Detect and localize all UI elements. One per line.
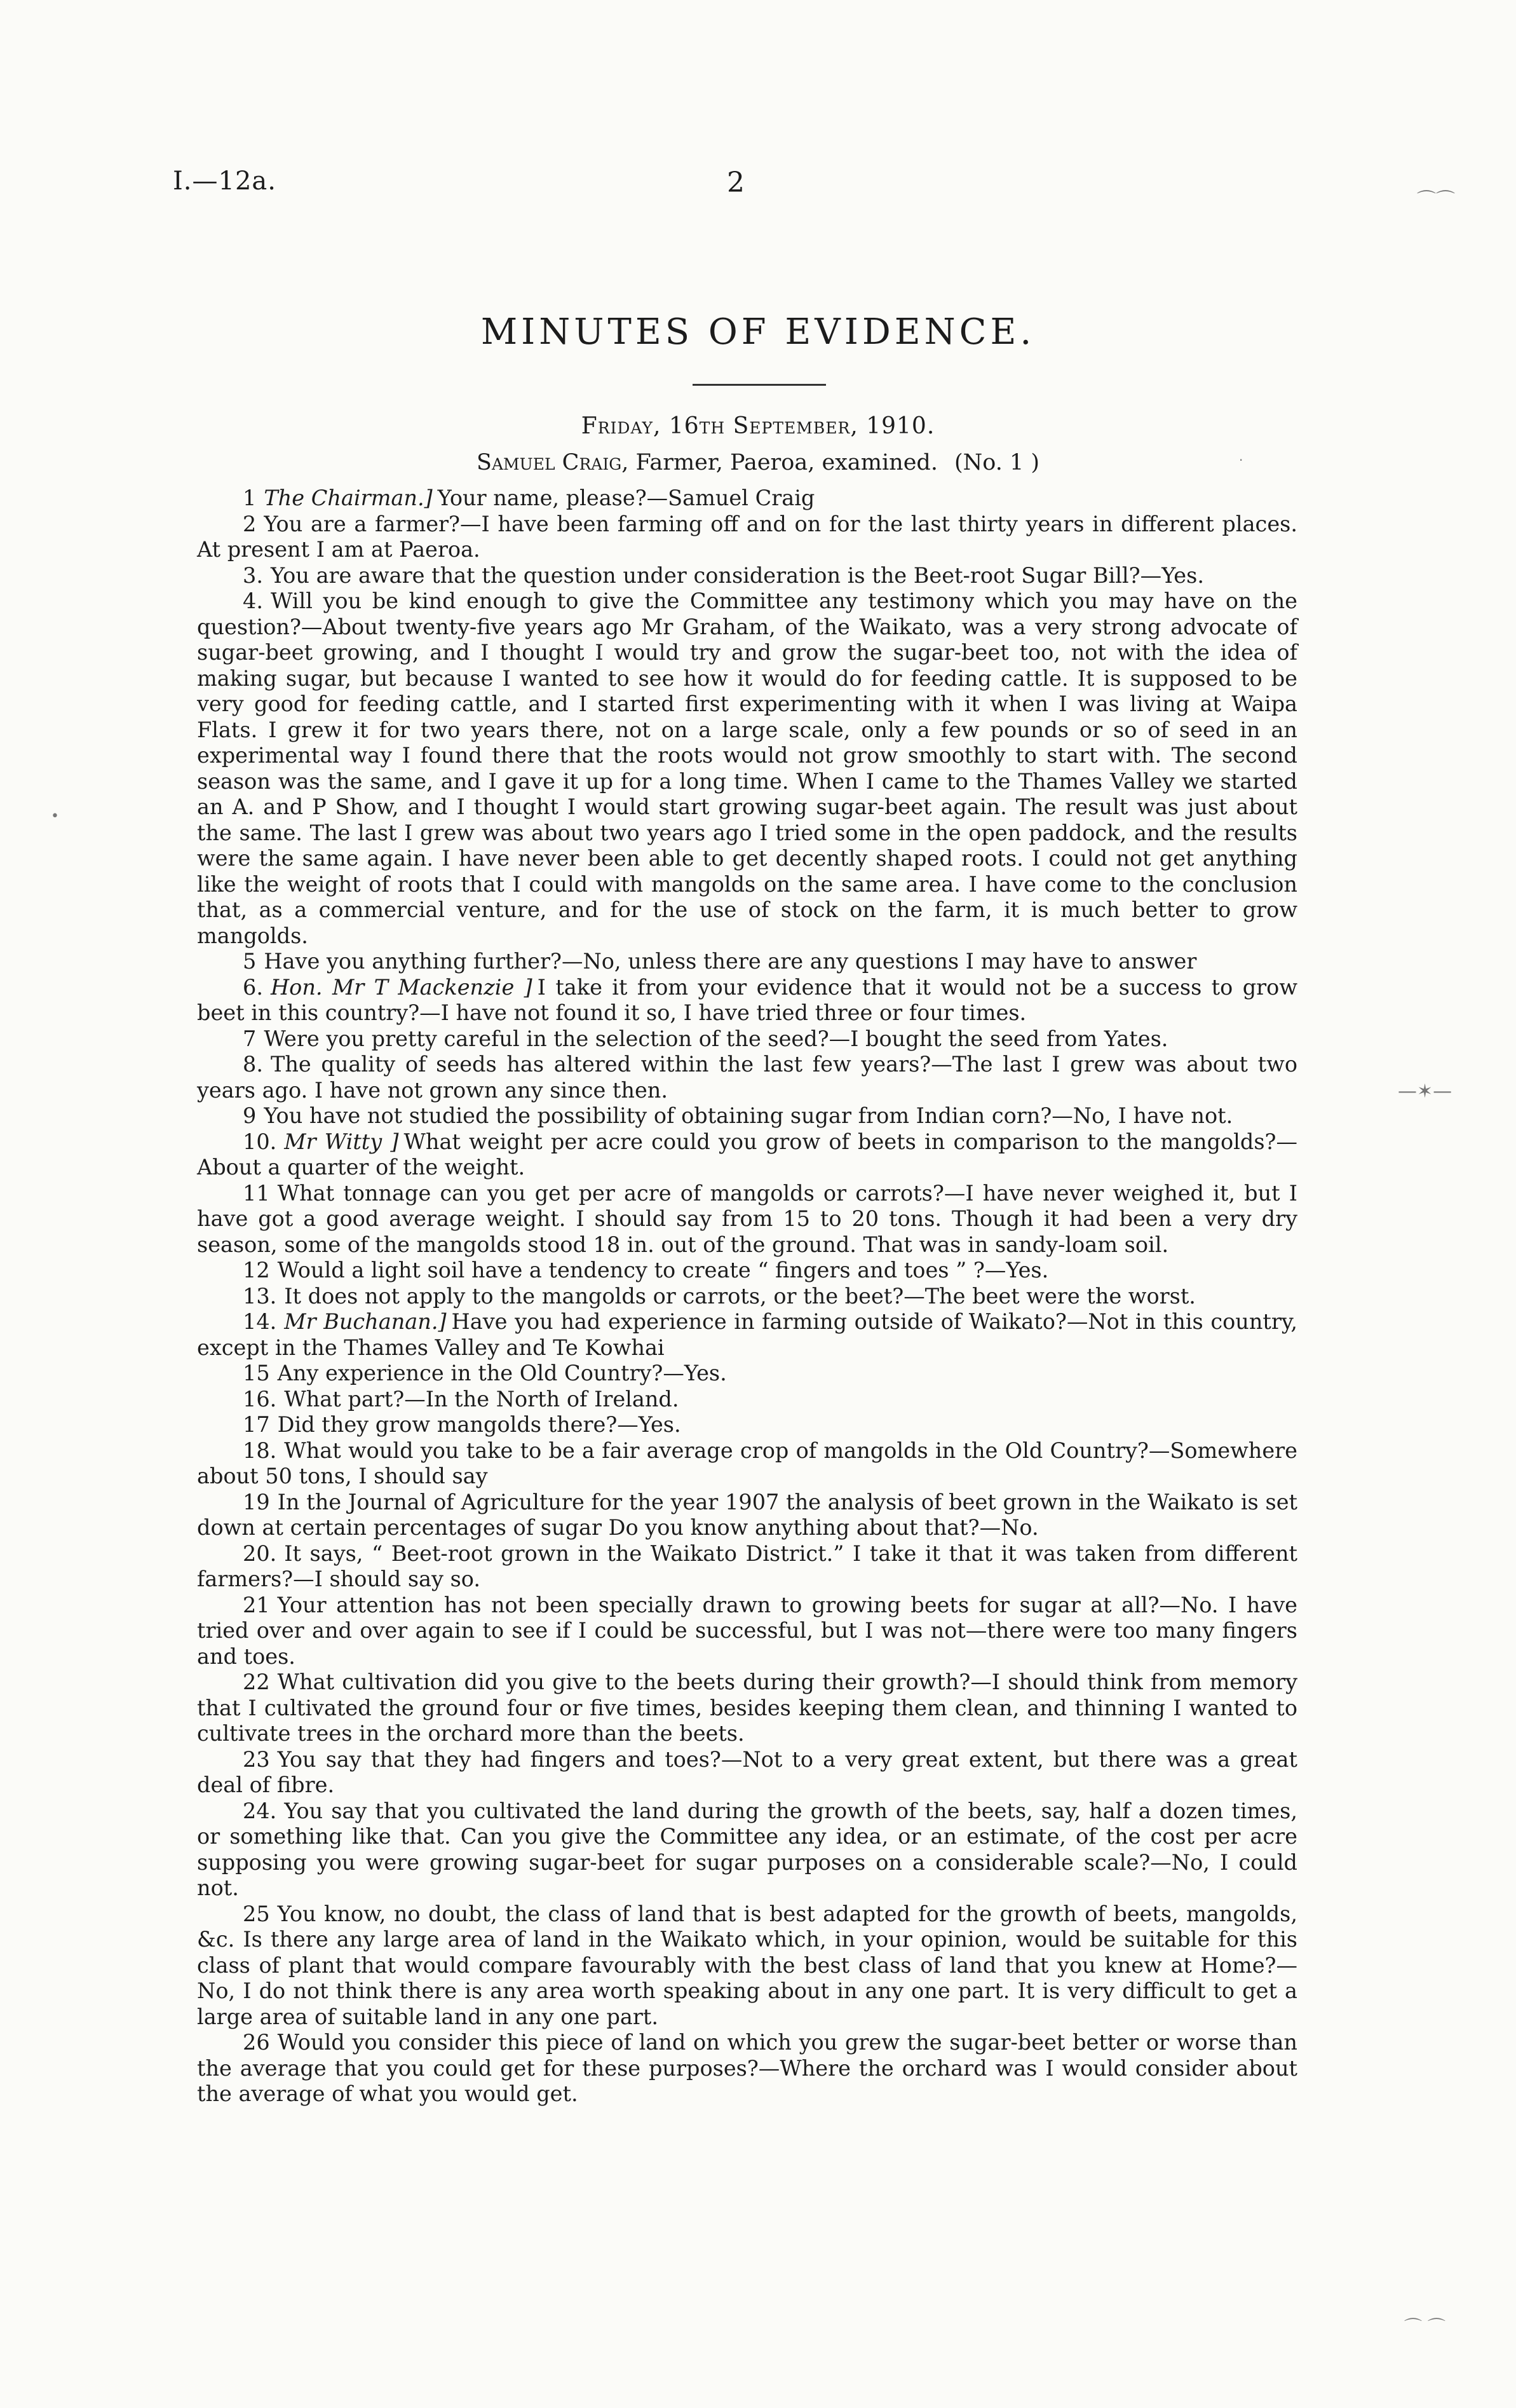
question-number: 20. <box>243 1541 277 1566</box>
question-answer-text: In the Journal of Agriculture for the year 1907 the analysis of beet grown in the Waikato is set down at certain percentages of sugar Do you know anything about that?—No. <box>197 1489 1297 1540</box>
question-answer-text: Your name, please?—Samuel Craig <box>437 486 815 510</box>
evidence-paragraph <box>197 1438 1297 1490</box>
speaker-name: Mr Buchanan.] <box>284 1309 447 1334</box>
question-number: 26 <box>243 2030 270 2055</box>
question-number: 12 <box>243 1258 270 1282</box>
question-number: 8. <box>243 1052 263 1077</box>
question-number: 15 <box>243 1361 270 1385</box>
witness-description: , Farmer, Paeroa, examined. <box>621 450 938 475</box>
question-number: 23 <box>243 1746 270 1772</box>
question-number: 16. <box>243 1386 277 1411</box>
question-number: 11 <box>243 1180 270 1206</box>
evidence-paragraph <box>197 1412 1297 1438</box>
question-answer-text: You are a farmer?—I have been farming off and on for the last thirty years in different places. At present I am at Paeroa. <box>197 511 1297 562</box>
evidence-paragraph <box>197 563 1297 589</box>
question-number: 14. <box>243 1309 277 1334</box>
question-number: 19 <box>243 1489 270 1514</box>
evidence-paragraph <box>197 1052 1297 1103</box>
question-answer-text: You say that they had fingers and toes?—Not to a very great extent, but there was a great deal of fibre. <box>197 1746 1297 1797</box>
question-answer-text: You have not studied the possibility of obtaining sugar from Indian corn?—No, I have not. <box>264 1103 1233 1128</box>
evidence-paragraph <box>197 588 1297 949</box>
question-number: 21 <box>243 1592 270 1617</box>
evidence-paragraph <box>197 1181 1297 1258</box>
evidence-paragraph <box>197 1026 1297 1052</box>
evidence-paragraph <box>197 1309 1297 1361</box>
question-number: 7 <box>243 1026 257 1051</box>
evidence-paragraph <box>197 1799 1297 1901</box>
question-number: 24. <box>243 1798 277 1823</box>
question-answer-text: You say that you cultivated the land during the growth of the beets, say, half a dozen times, or something like that. Can you give the Committee any idea, or an estimate, of the cost per acre supposing you were growing sugar-beet for sugar purposes on a considerable scale?—No, I could not. <box>197 1798 1297 1900</box>
evidence-paragraph <box>197 975 1297 1026</box>
question-number: 2 <box>243 511 257 536</box>
question-answer-text: Would a light soil have a tendency to create “ fingers and toes ” ?—Yes. <box>277 1258 1049 1282</box>
speaker-name: Hon. Mr T Mackenzie ] <box>270 974 532 1000</box>
question-answer-text: What tonnage can you get per acre of mangolds or carrots?—I have never weighed it, but I have got a good average weight. I should say from 15 to 20 tons. Though it had been a very dry season, some of the mangolds stood 18 in. out of the ground. That was in sandy-loam soil. <box>197 1180 1297 1257</box>
speaker-name: Mr Witty ] <box>284 1129 399 1154</box>
question-number: 22 <box>243 1670 270 1694</box>
evidence-paragraph <box>197 1129 1297 1181</box>
page-number: 2 <box>727 167 745 199</box>
question-answer-text: Would you consider this piece of land on which you grew the sugar-beet better or worse than the average that you could get for these purposes?—Where the orchard was I would consider about the average of what you would get. <box>197 2030 1297 2106</box>
session-date: Friday, 16th September, 1910. <box>581 413 935 439</box>
evidence-paragraph <box>197 1670 1297 1747</box>
page-header <box>173 167 1343 205</box>
witness-line <box>0 450 1516 475</box>
evidence-paragraph <box>197 1284 1297 1310</box>
margin-mark-bottom-right: ⌒ ⌒ <box>1404 2316 1445 2337</box>
speaker-name: The Chairman.] <box>264 486 433 510</box>
question-number: 13. <box>243 1283 277 1309</box>
witness-name: Samuel Craig <box>477 450 622 475</box>
evidence-paragraph <box>197 1541 1297 1593</box>
question-number: 10. <box>243 1129 277 1154</box>
question-answer-text: It says, “ Beet-root grown in the Waikato District.” I take it that it was taken from different farmers?—I should say so. <box>197 1541 1297 1591</box>
question-number: 4. <box>243 588 263 613</box>
evidence-paragraph <box>197 949 1297 975</box>
question-answer-text: Have you had experience in farming outside of Waikato?—Not in this country, except in the Thames Valley and Te Kowhai <box>197 1309 1297 1360</box>
witness-number: (No. 1 ) <box>954 450 1039 475</box>
evidence-paragraph <box>197 1361 1297 1387</box>
question-answer-text: You are aware that the question under consideration is the Beet-root Sugar Bill?—Yes. <box>270 562 1204 588</box>
question-answer-text: What cultivation did you give to the beets during their growth?—I should think from memory that I cultivated the ground four or five times, besides keeping them clean, and thinning I wanted to cultivate trees in the orchard more than the beets. <box>197 1670 1297 1746</box>
question-answer-text: Have you anything further?—No, unless there are any questions I may have to answer <box>264 949 1197 974</box>
question-answer-text: Were you pretty careful in the selection of the seed?—I bought the seed from Yates. <box>264 1026 1168 1051</box>
question-answer-text: You know, no doubt, the class of land that is best adapted for the growth of beets, mangolds, &c. Is there any large area of land in the Waikato which, in your opinion, would be suitable for this class of plant that would compare favourably with the best class of land that you knew at Home?—No, I do not think there is any area worth speaking about in any one part. It is very difficult to get a large area of suitable land in any one part. <box>197 1901 1297 2029</box>
evidence-paragraph <box>197 1387 1297 1413</box>
question-number: 5 <box>243 949 257 974</box>
evidence-paragraph <box>197 1103 1297 1129</box>
question-number: 9 <box>243 1103 257 1128</box>
question-answer-text: Any experience in the Old Country?—Yes. <box>277 1361 727 1385</box>
question-number: 1 <box>243 486 257 510</box>
question-answer-text: Your attention has not been specially drawn to growing beets for sugar at all?—No. I have tried over and over again to see if I could be successful, but I was not—there were too many fingers and toes. <box>197 1592 1297 1669</box>
margin-mark-left: • <box>51 808 59 824</box>
question-answer-text: The quality of seeds has altered within the last few years?—The last I grew was about two years ago. I have not grown any since then. <box>197 1052 1297 1103</box>
title-divider <box>693 384 826 386</box>
question-answer-text: What part?—In the North of Ireland. <box>284 1386 679 1411</box>
evidence-paragraph <box>197 2030 1297 2107</box>
margin-mark-witness: · <box>1239 452 1243 468</box>
evidence-paragraph <box>197 1490 1297 1541</box>
question-number: 3. <box>243 562 263 588</box>
question-answer-text: What weight per acre could you grow of beets in comparison to the mangolds?—About a quarter of the weight. <box>197 1129 1297 1180</box>
question-answer-text: Will you be kind enough to give the Committee any testimony which you may have on the question?—About twenty-five years ago Mr Graham, of the Waikato, was a very strong advocate of sugar-beet growing, and I thought I would try and grow the sugar-beet too, not with the idea of making sugar, but because I wanted to see how it would do for feeding cattle. It is supposed to be very good for feeding cattle, and I started first experimenting with it when I was living at Waipa Flats. I grew it for two years there, not on a large scale, only a few pounds or so of seed in an experimental way I found there that the roots would not grow smoothly to start with. The second season was the same, and I gave it up for a long time. When I came to the Thames Valley we started an A. and P Show, and I thought I would start growing sugar-beet again. The result was just about the same. The last I grew was about two years ago I tried some in the open paddock, and the results were the same again. I have never been able to get decently shaped roots. I could not get anything like the weight of roots that I could with mangolds on the same area. I have come to the conclusion that, as a commercial venture, and for the use of stock on the farm, it is much better to grow mangolds. <box>197 588 1297 948</box>
evidence-paragraph <box>197 1901 1297 2030</box>
paper-reference: I.—12a. <box>173 167 276 196</box>
evidence-paragraph <box>197 1258 1297 1284</box>
evidence-body <box>197 486 1297 2107</box>
question-answer-text: It does not apply to the mangolds or carrots, or the beet?—The beet were the worst. <box>284 1283 1196 1309</box>
question-number: 17 <box>243 1412 270 1437</box>
question-answer-text: Did they grow mangolds there?—Yes. <box>277 1412 681 1437</box>
document-title: MINUTES OF EVIDENCE. <box>480 311 1036 353</box>
margin-mark-top-right: ⌒⌒ <box>1417 189 1455 212</box>
question-answer-text: I take it from your evidence that it would not be a success to grow beet in this country?—I have not found it so, I have tried three or four times. <box>197 974 1297 1025</box>
evidence-paragraph <box>197 486 1297 512</box>
evidence-paragraph <box>197 1747 1297 1799</box>
question-answer-text: What would you take to be a fair average crop of mangolds in the Old Country?—Somewhere about 50 tons, I should say <box>197 1438 1297 1488</box>
question-number: 25 <box>243 1901 270 1926</box>
question-number: 18. <box>243 1438 277 1463</box>
evidence-paragraph <box>197 512 1297 563</box>
margin-mark-right: —✶— <box>1398 1080 1452 1103</box>
question-number: 6. <box>243 974 263 1000</box>
evidence-paragraph <box>197 1593 1297 1670</box>
